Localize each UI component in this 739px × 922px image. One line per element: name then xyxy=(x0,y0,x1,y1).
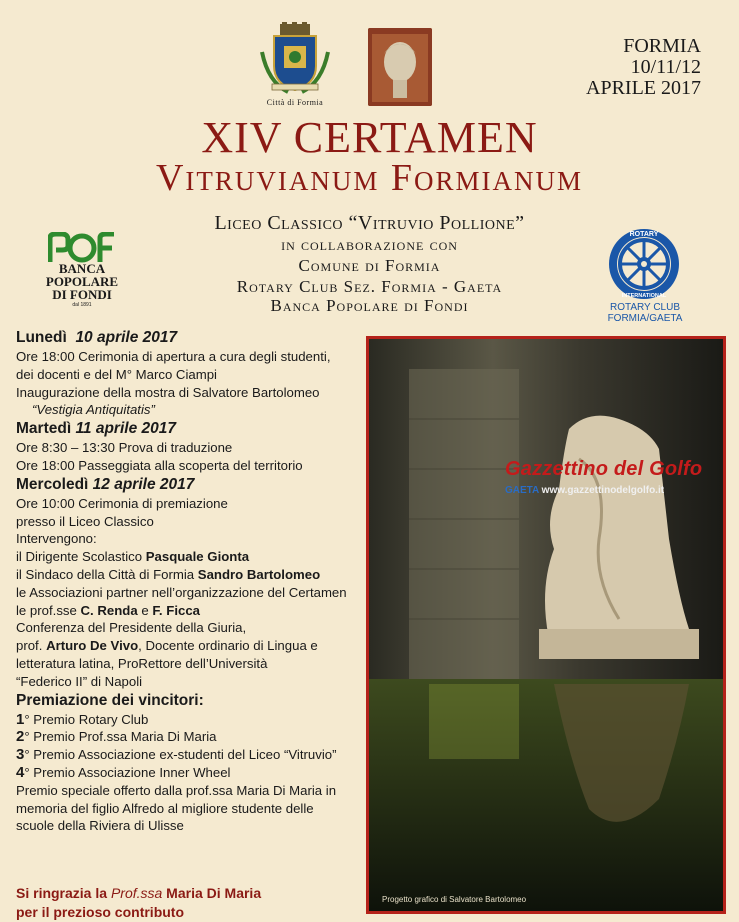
rotary-wheel-icon xyxy=(606,226,682,302)
program-line: “Federico II” di Napoli xyxy=(16,673,143,689)
program-line: presso il Liceo Classico xyxy=(16,513,154,529)
prize-item xyxy=(16,728,364,746)
program-line: Ore 10:00 Cerimonia di premiazione xyxy=(16,495,228,511)
program-line: Intervengono: xyxy=(16,531,97,547)
organizer-liceo: Liceo Classico “Vitruvio Pollione” xyxy=(214,212,525,234)
city-crest-icon xyxy=(258,22,332,98)
thanks-line-1 xyxy=(16,884,364,903)
prof-name: C. Renda xyxy=(80,602,138,618)
prize-text: ° Premio Rotary Club xyxy=(24,711,149,727)
day-name: Lunedì xyxy=(16,329,67,346)
prize-item xyxy=(16,764,364,782)
event-city: FORMIA xyxy=(623,35,701,57)
thanks-name: Maria Di Maria xyxy=(162,885,262,901)
watermark-link: www.gazzettinodelgolfo.it xyxy=(541,485,665,496)
watermark-title: Gazzettino del Golfo xyxy=(505,458,703,480)
collab-bank: Banca Popolare di Fondi xyxy=(270,296,469,315)
program-line: le Associazioni partner nell’organizzazione del Certamen xyxy=(16,584,347,600)
program-line: dei docenti e del M° Marco Ciampi xyxy=(16,366,217,382)
bpf-name-line-3: DI FONDI xyxy=(52,287,112,302)
speaker-name: Sandro Bartolomeo xyxy=(197,566,321,582)
profs-prefix: le prof.sse xyxy=(16,602,81,618)
profs-line xyxy=(16,602,364,620)
program-line: Inaugurazione della mostra di Salvatore Bartolomeo xyxy=(16,384,320,400)
thanks-prefix: Si ringrazia la xyxy=(16,885,111,901)
title-line-1: XIV CERTAMEN xyxy=(201,113,538,162)
prize-rank: 1 xyxy=(16,710,25,728)
day-name: Mercoledì xyxy=(16,475,89,493)
prof-name: F. Ficca xyxy=(152,602,200,618)
speaker-name: Pasquale Gionta xyxy=(145,549,250,565)
speaker-line xyxy=(16,548,364,566)
bpf-name-line-2: POPOLARE xyxy=(45,274,119,289)
bpf-logo-icon xyxy=(48,232,116,264)
collab-rotary: Rotary Club Sez. Formia - Gaeta xyxy=(236,277,503,296)
day-heading xyxy=(16,475,364,495)
thanks-line-2: per il prezioso contributo xyxy=(16,904,185,920)
collab-line: in collaborazione con xyxy=(281,235,458,254)
event-month-year: APRILE 2017 xyxy=(586,77,701,99)
program-text xyxy=(16,328,364,835)
watermark-url xyxy=(505,485,664,496)
watermark-city: GAETA xyxy=(505,485,539,496)
program-line: Ore 8:30 – 13:30 Prova di traduzione xyxy=(16,440,233,456)
day-date: 11 aprile 2017 xyxy=(75,420,176,438)
prize-rank: 3 xyxy=(16,746,25,764)
bpf-year: dal 1891 xyxy=(72,302,92,308)
event-days: 10/11/12 xyxy=(630,56,701,78)
prize-rank: 2 xyxy=(16,728,25,746)
rotary-ring-bottom-text: INTERNATIONAL xyxy=(621,293,667,299)
title-line-2: Vitruvianum Formianum xyxy=(155,157,584,199)
program-line: Conferenza del Presidente della Giuria, xyxy=(16,620,247,636)
program-line: Ore 18:00 Cerimonia di apertura a cura degli studenti, xyxy=(16,349,331,364)
program-line: letteratura latina, ProRettore dell’Università xyxy=(16,655,268,671)
day-heading xyxy=(16,419,364,439)
day-date: 12 aprile 2017 xyxy=(92,475,195,493)
bpf-name-line-1: BANCA xyxy=(58,261,106,276)
thanks-title: Prof.ssa xyxy=(110,885,163,901)
president-role: , Docente ordinario di Lingua e xyxy=(138,638,318,654)
prize-text: ° Premio Associazione Inner Wheel xyxy=(24,764,231,780)
exhibit-title: “Vestigia Antiquitatis” xyxy=(32,402,155,418)
rotary-ring-top-text: ROTARY xyxy=(629,231,659,238)
crest-caption: Città di Formia xyxy=(266,98,324,107)
speaker-role: il Dirigente Scolastico xyxy=(16,549,146,565)
statue-photo xyxy=(366,336,726,914)
special-prize-line: memoria del figlio Alfredo al migliore studente delle xyxy=(16,800,314,816)
graphic-credit: Progetto grafico di Salvatore Bartolomeo xyxy=(382,895,527,904)
bpf-name xyxy=(30,262,134,301)
thanks-note xyxy=(16,884,364,922)
president-line xyxy=(16,637,364,655)
rotary-caption: ROTARY CLUB FORMIA/GAETA xyxy=(607,302,683,324)
special-prize-line: scuole della Riviera di Ulisse xyxy=(16,818,184,834)
prize-rank: 4 xyxy=(16,763,25,781)
program-line: Ore 18:00 Passeggiata alla scoperta del territorio xyxy=(16,457,303,473)
president-name: Arturo De Vivo xyxy=(46,638,139,654)
speaker-role: il Sindaco della Città di Formia xyxy=(16,566,198,582)
prize-item xyxy=(16,746,364,764)
day-name: Martedì xyxy=(16,420,72,438)
prizes-heading: Premiazione dei vincitori: xyxy=(16,691,204,709)
event-dates xyxy=(586,36,701,99)
prize-text: ° Premio Prof.ssa Maria Di Maria xyxy=(24,729,217,745)
prize-item xyxy=(16,711,364,729)
profs-and: e xyxy=(137,602,153,618)
classical-head-icon xyxy=(368,28,432,106)
special-prize-line: Premio speciale offerto dalla prof.ssa Maria Di Maria in xyxy=(16,782,337,798)
prize-text: ° Premio Associazione ex-studenti del Liceo “Vitruvio” xyxy=(24,747,337,763)
day-date: 10 aprile 2017 xyxy=(75,329,178,346)
day-heading xyxy=(16,328,364,348)
speaker-line xyxy=(16,566,364,584)
president-prefix: prof. xyxy=(16,638,47,654)
collab-comune: Comune di Formia xyxy=(298,256,441,275)
